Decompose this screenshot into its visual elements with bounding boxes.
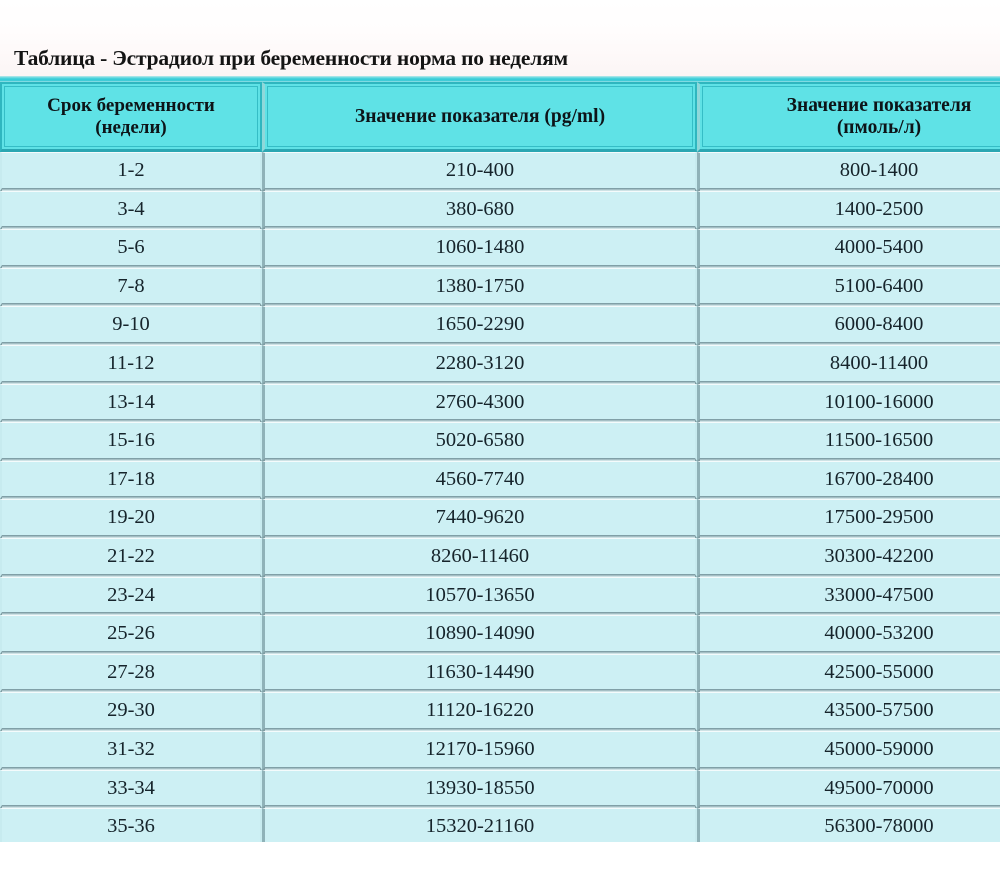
cell-week: 19-20 [0,499,262,538]
table-row [0,268,1000,307]
table-row [0,654,1000,693]
cell-pmol: 11500-16500 [697,422,1000,461]
cell-pmol: 42500-55000 [697,654,1000,693]
cell-pmol: 5100-6400 [697,268,1000,307]
cell-pgml: 10570-13650 [262,577,697,616]
cell-pmol: 1400-2500 [697,191,1000,230]
estradiol-norms-table [0,82,1000,847]
cell-pmol: 800-1400 [697,152,1000,191]
column-header-pmol-line2: (пмоль/л) [836,116,922,138]
cell-pgml: 15320-21160 [262,808,697,847]
cell-pgml: 1650-2290 [262,306,697,345]
cell-week: 23-24 [0,577,262,616]
cell-pgml: 10890-14090 [262,615,697,654]
cell-week: 25-26 [0,615,262,654]
table-row [0,808,1000,847]
cell-pmol: 56300-78000 [697,808,1000,847]
table-row [0,770,1000,809]
cell-week: 13-14 [0,384,262,423]
cell-pgml: 380-680 [262,191,697,230]
cell-pgml: 8260-11460 [262,538,697,577]
table-row [0,422,1000,461]
column-header-week-line1: Срок беременности [47,95,215,117]
cell-pgml: 13930-18550 [262,770,697,809]
cell-pgml: 4560-7740 [262,461,697,500]
cell-week: 17-18 [0,461,262,500]
cell-pmol: 16700-28400 [697,461,1000,500]
cell-week: 9-10 [0,306,262,345]
table-row [0,461,1000,500]
table-row [0,384,1000,423]
table-row [0,499,1000,538]
cell-pmol: 43500-57500 [697,692,1000,731]
cell-pmol: 17500-29500 [697,499,1000,538]
column-header-pmol-line1: Значение показателя [786,94,972,116]
cell-week: 15-16 [0,422,262,461]
column-header-week [0,82,262,152]
page-bottom-margin [0,842,1000,871]
column-header-pmol [697,82,1000,152]
cell-week: 27-28 [0,654,262,693]
table-row [0,615,1000,654]
cell-pmol: 4000-5400 [697,229,1000,268]
table-row [0,692,1000,731]
cell-week: 29-30 [0,692,262,731]
cell-pmol: 40000-53200 [697,615,1000,654]
cell-pgml: 11120-16220 [262,692,697,731]
cell-week: 11-12 [0,345,262,384]
cell-pgml: 2280-3120 [262,345,697,384]
cell-pgml: 210-400 [262,152,697,191]
table-row [0,538,1000,577]
cell-pmol: 49500-70000 [697,770,1000,809]
cell-pmol: 8400-11400 [697,345,1000,384]
table-container [0,82,1000,842]
cell-pgml: 7440-9620 [262,499,697,538]
cell-week: 3-4 [0,191,262,230]
column-header-pgml-line1: Значение показателя (pg/ml) [354,105,606,127]
table-row [0,577,1000,616]
cell-week: 21-22 [0,538,262,577]
table-header-row [0,82,1000,152]
cell-week: 5-6 [0,229,262,268]
cell-pgml: 5020-6580 [262,422,697,461]
table-body [0,152,1000,847]
cell-pgml: 1380-1750 [262,268,697,307]
caption-band [0,0,1000,80]
cell-pgml: 11630-14490 [262,654,697,693]
table-row [0,229,1000,268]
cell-pmol: 33000-47500 [697,577,1000,616]
cell-pmol: 10100-16000 [697,384,1000,423]
table-row [0,191,1000,230]
table-row [0,345,1000,384]
cell-week: 1-2 [0,152,262,191]
cell-week: 35-36 [0,808,262,847]
table-row [0,306,1000,345]
column-header-pgml [262,82,697,152]
cell-week: 31-32 [0,731,262,770]
cell-pgml: 12170-15960 [262,731,697,770]
table-header [0,82,1000,152]
cell-week: 7-8 [0,268,262,307]
cell-pgml: 2760-4300 [262,384,697,423]
cell-pmol: 30300-42200 [697,538,1000,577]
column-header-week-line2: (недели) [95,116,167,138]
cell-pmol: 45000-59000 [697,731,1000,770]
table-row [0,731,1000,770]
table-caption: Таблица - Эстрадиол при беременности норма по неделям [14,46,568,70]
table-row [0,152,1000,191]
cell-week: 33-34 [0,770,262,809]
cell-pgml: 1060-1480 [262,229,697,268]
cell-pmol: 6000-8400 [697,306,1000,345]
